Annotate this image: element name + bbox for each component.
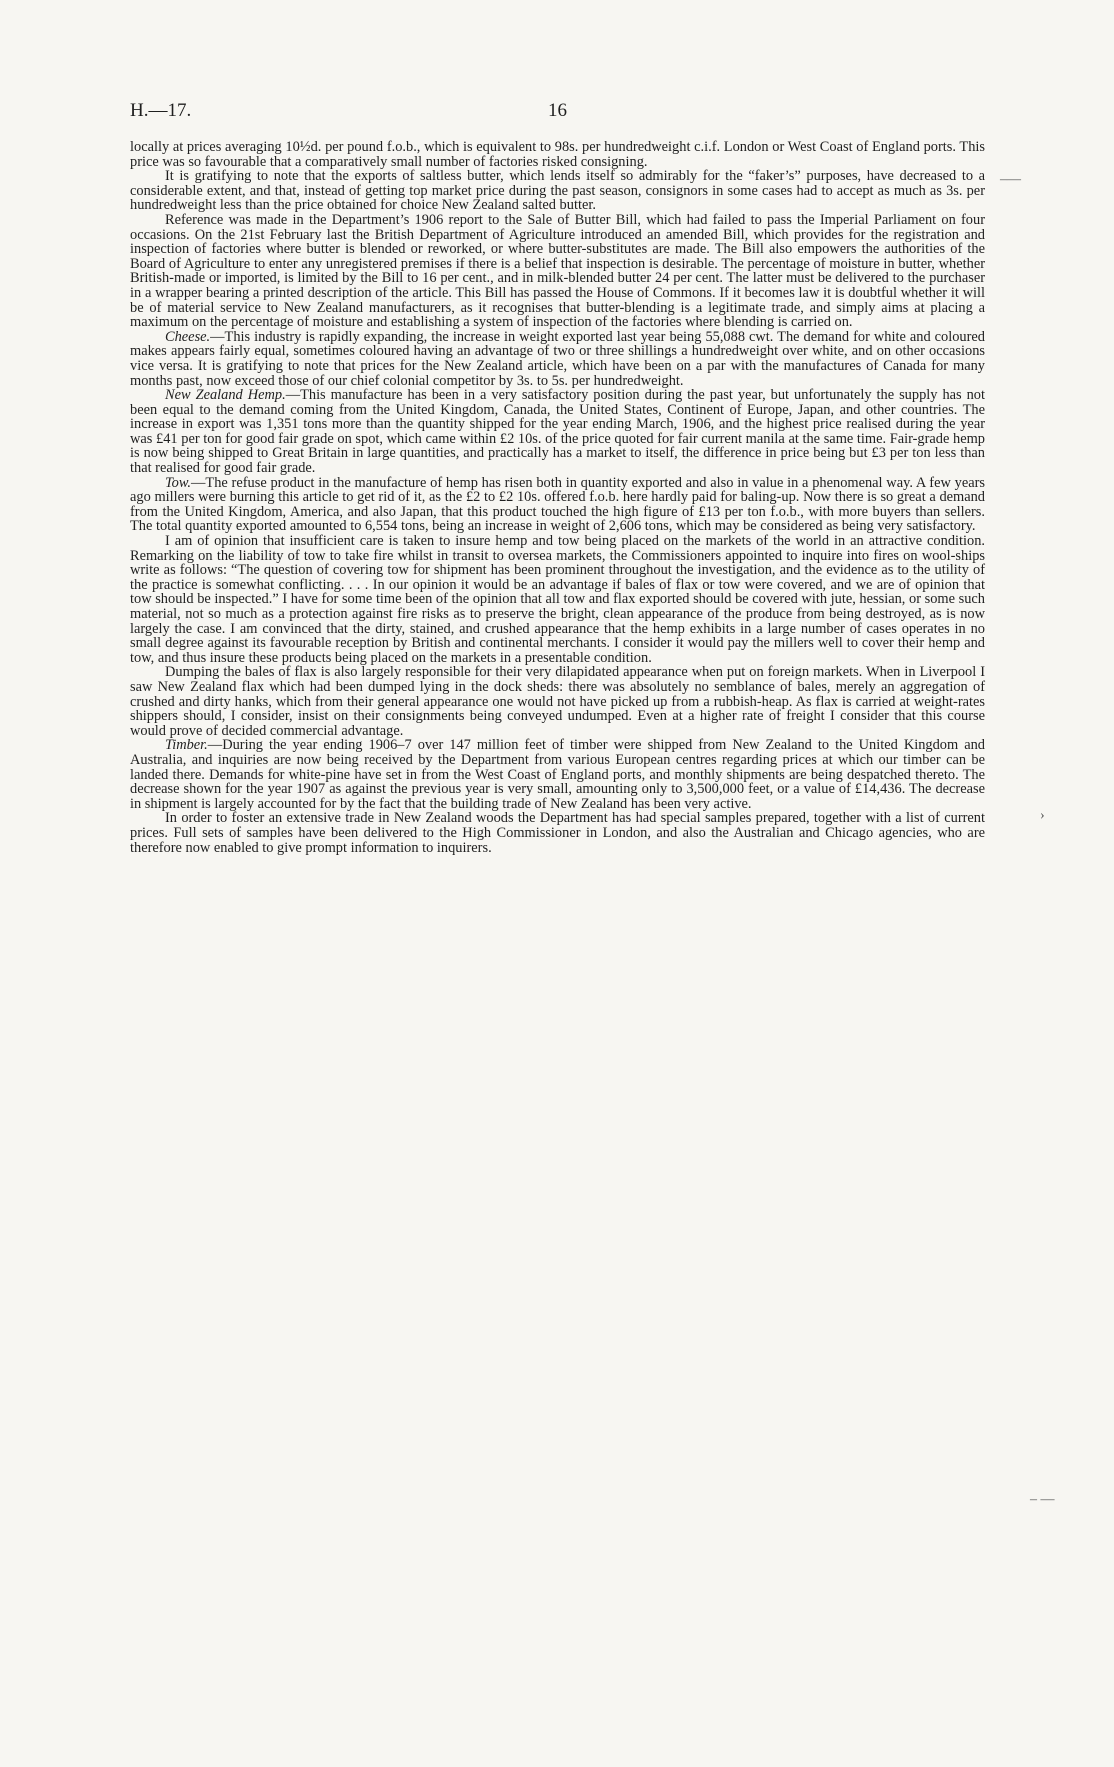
paragraph-text: It is gratifying to note that the exports of saltless butter, which lends itself so admirably for the “faker’s” purposes, have decreased to a considerable extent, and that, instead of getting top market price during the past season, consignors in some cases had to accept as much as 3s. per hundredweight less than the price obtained for choice New Zealand salted butter. [130, 168, 985, 214]
paragraph-text: Reference was made in the Department’s 1906 report to the Sale of Butter Bill, which had failed to pass the Imperial Parliament on four occasions. On the 21st February last the British Department of Agriculture introduced an amended Bill, which provides for the registration and inspection of factories where butter is blended or reworked, or where butter-substitutes are made. The Bill also empowers the authorities of the Board of Agriculture to enter any unregistered premises if there is a belief that inspection is desirable. The percentage of moisture in butter, whether British-made or imported, is limited by the Bill to 16 per cent., and in milk-blended butter 24 per cent. The latter must be delivered to the purchaser in a wrapper bearing a printed description of the article. This Bill has passed the House of Commons. If it becomes law it is doubtful whether it will be of material service to New Zealand manufacturers, as it recognises that butter-blending is a legitimate trade, and simply aims at placing a maximum on the percentage of moisture and establishing a system of inspection of the factories where blending is carried on. [130, 211, 985, 331]
paragraph-cheese [130, 330, 985, 388]
paragraph-tow [130, 476, 985, 534]
paragraph-text: I am of opinion that insufficient care is taken to insure hemp and tow being placed on the markets of the world in an attractive condition. Remarking on the liability of tow to take fire whilst in transit to oversea markets, the Commissioners appointed to inquire into fires on wool-ships write as follows: “The question of covering tow for shipment has been prominent throughout the investigation, and the evidence as to the utility of the practice is somewhat conflicting. . . . In our opinion it would be an advantage if bales of flax or tow were covered, and we are of opinion that tow should be inspected.” I have for some time been of the opinion that all tow and flax exported should be covered with jute, hessian, or some such material, not so much as a protection against fire risks as to preserve the bright, clean appearance of the produce from being destroyed, as is now largely the case. I am convinced that the dirty, stained, and crushed appearance that the hemp exhibits in a large number of cases operates in no small degree against its favourable reception by British and continental merchants. I consider it would pay the millers well to cover their hemp and tow, and thus insure these products being placed on the markets in a presentable condition. [130, 533, 985, 666]
paragraph-heading: Timber. [165, 737, 208, 754]
document-reference: H.—17. [130, 100, 192, 121]
margin-mark: – — [1030, 1492, 1055, 1507]
paragraph-text: In order to foster an extensive trade in New Zealand woods the Department has had special samples prepared, together with a list of current prices. Full sets of samples have been delivered to the High Commissioner in London, and also the Australian and Chicago agencies, who are therefore now enabled to give prompt information to inquirers. [130, 810, 985, 856]
paragraph-insufficient-care [130, 534, 985, 665]
paragraph-heading: Tow. [165, 474, 192, 491]
paragraph-timber [130, 738, 985, 811]
paragraph-text: —This industry is rapidly expanding, the increase in weight exported last year being 55,088 cwt. The demand for white and coloured makes appears fairly equal, sometimes coloured having an advantage of two or three shillings a hundredweight over white, and on other occasions vice versa. It is gratifying to note that prices for the New Zealand article, which have been on a par with the manufactures of Canada for many months past, now exceed those of our chief colonial competitor by 3s. to 5s. per hundredweight. [130, 328, 985, 389]
paragraph-butter-prices [130, 140, 985, 169]
page-header [130, 100, 985, 130]
paragraph-text: —During the year ending 1906–7 over 147 million feet of timber were shipped from New Zealand to the United Kingdom and Australia, and inquiries are now being received by the Department from various European centres regarding prices at which our timber can be landed there. Demands for white-pine have set in from the West Coast of England ports, and monthly shipments are being despatched thereto. The decrease shown for the year 1907 as against the previous year is very small, amounting only to 3,500,000 feet, or a value of £14,436. The decrease in shipment is largely accounted for by the fact that the building trade of New Zealand has been very active. [130, 737, 985, 812]
page-number: 16 [548, 100, 567, 121]
paragraph-timber-samples [130, 811, 985, 855]
paragraph-saltless-butter [130, 169, 985, 213]
paragraph-text: —This manufacture has been in a very satisfactory position during the past year, but unfortunately the supply has not been equal to the demand coming from the United Kingdom, Canada, the United States, Continent of Europe, Japan, and other countries. The increase in export was 1,351 tons more than the quantity shipped for the year ending March, 1906, and the highest price realised during the year was £41 per ton for good fair grade on spot, which came within £2 10s. of the price quoted for fair current manila at the same time. Fair-grade hemp is now being shipped to Great Britain in large quantities, and practically has a market to itself, the difference in price being but £3 per ton less than that realised for good fair grade. [130, 387, 985, 477]
paragraph-text: Dumping the bales of flax is also largely responsible for their very dilapidated appearance when put on foreign markets. When in Liverpool I saw New Zealand flax which had been dumped lying in the dock sheds: there was absolutely no semblance of bales, merely an aggregation of crushed and dirty hanks, which from their general appearance one would not have picked up from a rubbish-heap. As flax is carried at weight-rates shippers should, I consider, insist on their consignments being conveyed undumped. Even at a higher rate of freight I consider that this course would prove of decided commercial advantage. [130, 664, 985, 739]
margin-mark: › [1040, 808, 1045, 823]
paragraph-dumping-flax [130, 665, 985, 738]
paragraph-butter-bill [130, 213, 985, 330]
paragraph-heading: Cheese. [165, 328, 211, 345]
margin-mark: –⁠— [1000, 172, 1021, 187]
paragraph-hemp [130, 388, 985, 476]
paragraph-text: locally at prices averaging 10½d. per pound f.o.b., which is equivalent to 98s. per hundredweight c.i.f. London or West Coast of England ports. This price was so favourable that a comparatively small number of factories risked consigning. [130, 139, 985, 170]
paragraph-heading: New Zealand Hemp. [165, 387, 286, 404]
body-text [130, 140, 985, 855]
paragraph-text: —The refuse product in the manufacture of hemp has risen both in quantity exported and also in value in a phenomenal way. A few years ago millers were burning this article to get rid of it, as the £2 to £2 10s. offered f.o.b. here hardly paid for baling-up. Now there is so great a demand from the United Kingdom, America, and also Japan, that this product touched the high figure of £13 per ton f.o.b., with more buyers than sellers. The total quantity exported amounted to 6,554 tons, being an increase in weight of 2,606 tons, which may be considered as being very satisfactory. [130, 474, 985, 535]
